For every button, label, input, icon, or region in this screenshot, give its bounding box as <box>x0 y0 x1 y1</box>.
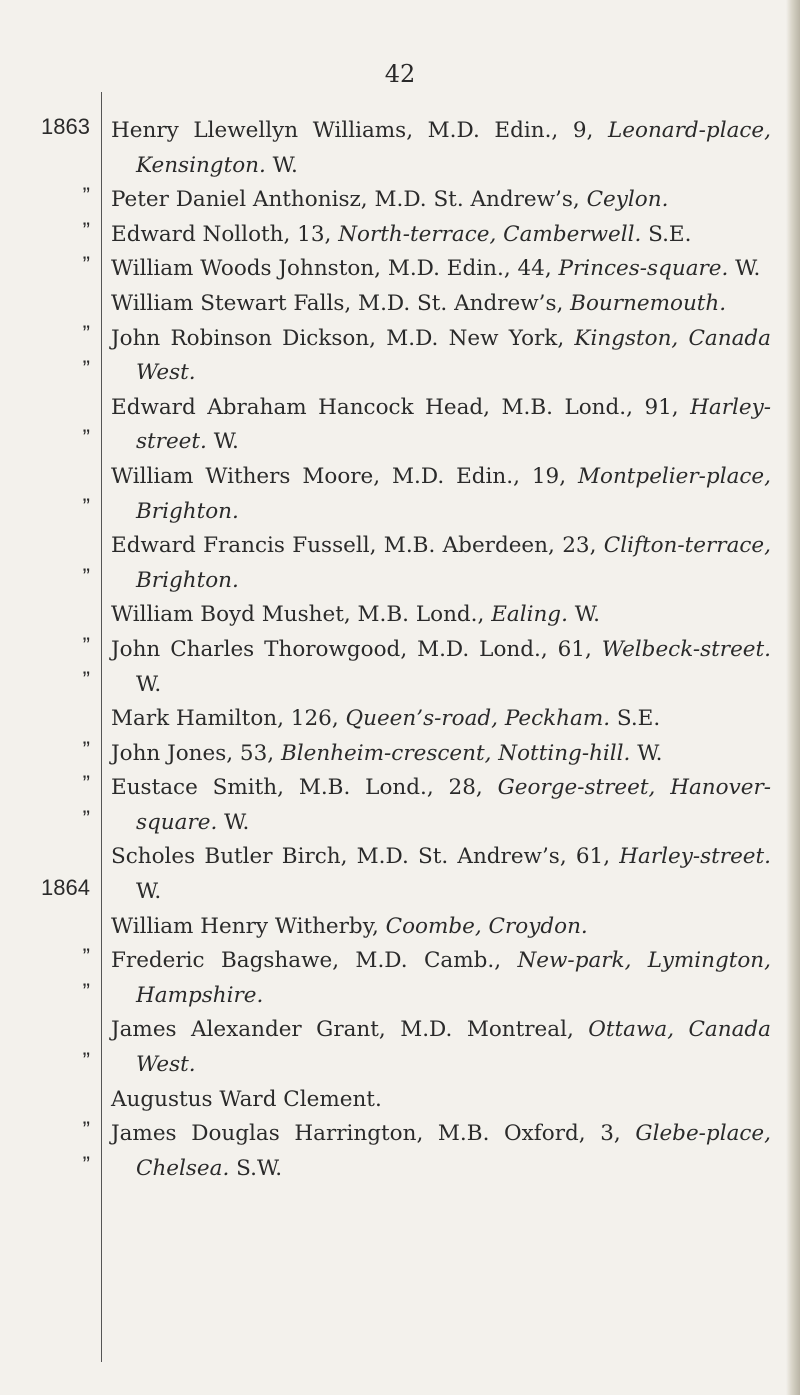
ditto-mark: ” <box>82 1152 90 1177</box>
entry-tail: S.W. <box>229 1155 283 1181</box>
entry-place: Coombe, Croydon. <box>385 913 588 939</box>
entry-place: Harley-street. <box>619 844 771 870</box>
entry-place: North-terrace, Camberwell. <box>338 221 642 247</box>
list-item <box>111 183 771 218</box>
list-item <box>111 460 771 529</box>
column-rule <box>101 92 102 1362</box>
entry-place: Ottawa, Canada West. <box>136 1017 771 1078</box>
entry-place: Queen’s-road, Peckham. <box>345 706 611 732</box>
ditto-mark: ” <box>82 633 90 658</box>
year-column <box>0 0 96 1395</box>
year-label: 1864 <box>41 875 90 900</box>
entry-place: Glebe-place, Chelsea. <box>136 1121 771 1181</box>
year-label: 1863 <box>41 114 90 139</box>
entry-place: Ceylon. <box>586 187 669 213</box>
entry-tail: W. <box>567 602 600 628</box>
entry-tail: W. <box>630 740 663 766</box>
entry-place: Harley-street. <box>136 394 771 455</box>
entry-place: New-park, Lymington, Hampshire. <box>136 948 771 1008</box>
entry-name: James Alexander Grant, M.D. Montreal, <box>111 1017 589 1043</box>
entry-name: John Charles Thorowgood, M.D. Lond., 61, <box>111 636 602 662</box>
entry-place: Montpelier-place, Brighton. <box>136 463 771 524</box>
list-item <box>111 598 771 633</box>
entry-place: George-street, Hanover-square. <box>136 775 771 835</box>
entry-name: John Robinson Dickson, M.D. New York, <box>111 325 575 351</box>
list-item <box>111 944 771 1013</box>
entry-name: Henry Llewellyn Williams, M.D. Edin., 9, <box>111 118 609 143</box>
entry-tail: W. <box>206 429 239 455</box>
ditto-mark: ” <box>82 979 90 1004</box>
entry-place: Princes-square. <box>558 256 729 282</box>
entry-name: Mark Hamilton, 126, <box>111 706 346 732</box>
ditto-mark: ” <box>82 1117 90 1142</box>
ditto-mark: ” <box>82 356 90 381</box>
entry-place: Blenheim-crescent, Notting-hill. <box>280 740 631 766</box>
ditto-mark: ” <box>82 737 90 762</box>
entry-name: William Woods Johnston, M.D. Edin., 44, <box>111 256 559 282</box>
entry-name: William Henry Witherby, <box>111 913 386 939</box>
list-item <box>111 771 771 840</box>
entry-name: John Jones, 53, <box>111 740 281 766</box>
list-item <box>111 322 771 391</box>
list-item <box>111 1013 771 1082</box>
ditto-mark: ” <box>82 944 90 969</box>
entry-tail: W. <box>265 152 298 178</box>
ditto-mark: ” <box>82 564 90 589</box>
list-item <box>111 702 771 737</box>
ditto-mark: ” <box>82 771 90 796</box>
entry-name: Frederic Bagshawe, M.D. Camb., <box>111 948 518 974</box>
entry-place: Welbeck-street. <box>601 636 771 662</box>
list-item <box>111 1117 771 1186</box>
list-item <box>111 1083 771 1118</box>
ditto-mark: ” <box>82 321 90 346</box>
entry-tail: W. <box>136 671 162 697</box>
entry-name: Augustus Ward Clement. <box>111 1086 382 1112</box>
entry-name: Edward Nolloth, 13, <box>111 221 339 247</box>
list-item <box>111 218 771 253</box>
list-item <box>111 114 771 183</box>
entry-tail: W. <box>136 879 162 905</box>
entry-name: Peter Daniel Anthonisz, M.D. St. Andrew’s, <box>111 187 587 213</box>
entry-name: Edward Abraham Hancock Head, M.B. Lond., 91, <box>111 394 691 420</box>
list-item <box>111 633 771 702</box>
entry-tail: S.E. <box>610 706 661 732</box>
ditto-mark: ” <box>82 494 90 519</box>
fellows-list <box>111 114 771 1186</box>
page-number: 42 <box>384 60 416 88</box>
ditto-mark: ” <box>82 1048 90 1073</box>
ditto-mark: ” <box>82 425 90 450</box>
page-edge-shadow <box>786 0 800 1395</box>
list-item <box>111 910 771 945</box>
entry-place: Ealing. <box>491 602 568 628</box>
entry-name: Eustace Smith, M.B. Lond., 28, <box>111 775 498 801</box>
entry-tail: W. <box>217 809 250 835</box>
entry-tail: S.E. <box>641 221 692 247</box>
ditto-mark: ” <box>82 183 90 208</box>
entry-name: William Withers Moore, M.D. Edin., 19, <box>111 463 578 489</box>
entry-tail: W. <box>728 256 761 282</box>
entry-place: Leonard-place, Kensington. <box>136 118 771 178</box>
ditto-mark: ” <box>82 218 90 243</box>
ditto-mark: ” <box>82 667 90 692</box>
list-item <box>111 840 771 909</box>
ditto-mark: ” <box>82 806 90 831</box>
entry-name: William Boyd Mushet, M.B. Lond., <box>111 602 492 628</box>
entry-place: Bournemouth. <box>570 290 727 316</box>
entry-place: Clifton-terrace, Brighton. <box>136 533 771 593</box>
entry-name: James Douglas Harrington, M.B. Oxford, 3, <box>111 1121 636 1147</box>
list-item <box>111 529 771 598</box>
list-item <box>111 391 771 460</box>
entry-place: Kingston, Canada West. <box>136 325 771 386</box>
entry-name: William Stewart Falls, M.D. St. Andrew’s, <box>111 290 571 316</box>
list-item <box>111 737 771 772</box>
entry-name: Scholes Butler Birch, M.D. St. Andrew’s, 61, <box>111 844 620 870</box>
list-item <box>111 252 771 287</box>
list-item <box>111 287 771 322</box>
ditto-mark: ” <box>82 252 90 277</box>
entry-name: Edward Francis Fussell, M.B. Aberdeen, 23, <box>111 533 604 559</box>
